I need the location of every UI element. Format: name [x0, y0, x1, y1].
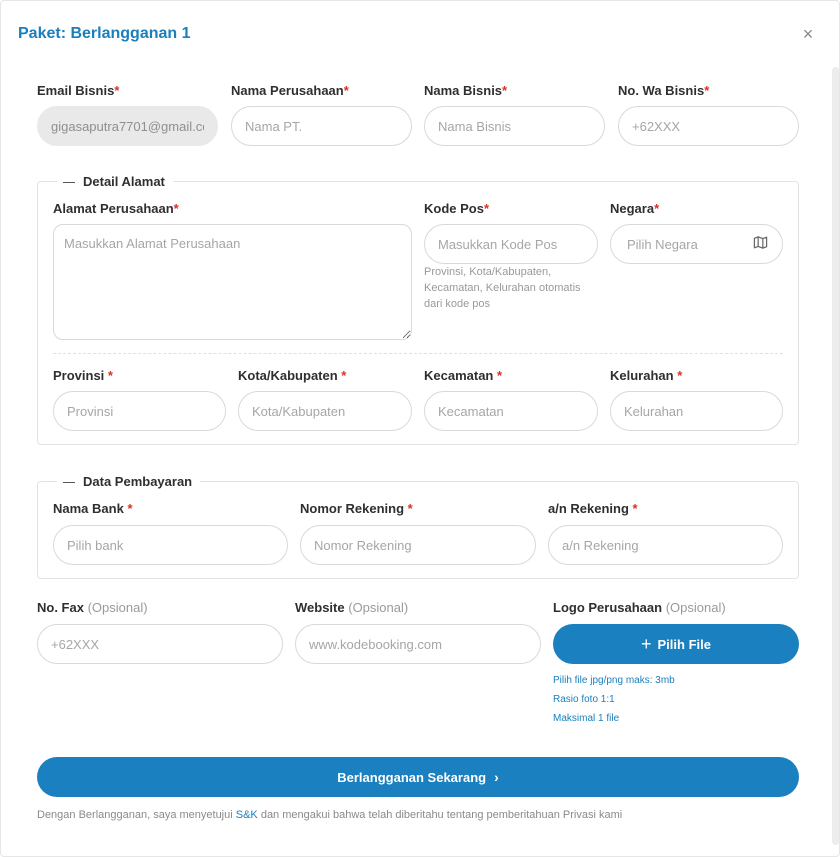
- postal-label: Kode Pos*: [424, 201, 490, 216]
- subscribe-button[interactable]: Berlangganan Sekarang ›: [37, 757, 799, 797]
- payment-legend: Data Pembayaran: [57, 474, 200, 489]
- email-field: [37, 106, 218, 146]
- address-divider: [53, 353, 783, 354]
- pick-file-button[interactable]: + Pilih File: [553, 624, 799, 664]
- fax-label: No. Fax (Opsional): [37, 600, 148, 615]
- postal-hint: Provinsi, Kota/Kabupaten, Kecamatan, Kelurahan otomatis dari kode pos: [424, 266, 581, 310]
- company-name-input[interactable]: [231, 106, 412, 146]
- terms-link[interactable]: S&K: [235, 809, 258, 821]
- district-label: Kecamatan *: [424, 368, 503, 383]
- logo-hint-size: Pilih file jpg/png maks: 3mb: [553, 675, 675, 686]
- wa-label: No. Wa Bisnis*: [618, 83, 710, 98]
- postal-input[interactable]: [424, 224, 598, 264]
- map-icon[interactable]: [753, 235, 768, 250]
- province-label: Provinsi *: [53, 368, 113, 383]
- logo-hint-ratio: Rasio foto 1:1: [553, 694, 615, 705]
- wa-input[interactable]: [618, 106, 799, 146]
- province-input[interactable]: [53, 391, 226, 431]
- district-input[interactable]: [424, 391, 598, 431]
- business-name-label: Nama Bisnis*: [424, 83, 508, 98]
- business-name-input[interactable]: [424, 106, 605, 146]
- street-label: Alamat Perusahaan*: [53, 201, 179, 216]
- account-number-label: Nomor Rekening *: [300, 501, 413, 516]
- country-label: Negara*: [610, 201, 660, 216]
- fax-input[interactable]: [37, 624, 283, 664]
- account-name-input[interactable]: [548, 525, 783, 565]
- close-icon[interactable]: ×: [802, 24, 814, 44]
- village-label: Kelurahan *: [610, 368, 683, 383]
- village-input[interactable]: [610, 391, 783, 431]
- bank-label: Nama Bank *: [53, 501, 133, 516]
- company-name-label: Nama Perusahaan*: [231, 83, 349, 98]
- website-input[interactable]: [295, 624, 541, 664]
- email-label: Email Bisnis*: [37, 83, 120, 98]
- logo-label: Logo Perusahaan (Opsional): [553, 600, 726, 615]
- city-input[interactable]: [238, 391, 412, 431]
- logo-hint-count: Maksimal 1 file: [553, 713, 620, 724]
- account-number-input[interactable]: [300, 525, 536, 565]
- account-name-label: a/n Rekening *: [548, 501, 638, 516]
- address-legend: Detail Alamat: [57, 174, 173, 189]
- city-label: Kota/Kabupaten *: [238, 368, 347, 383]
- scrollbar[interactable]: [832, 67, 839, 845]
- modal-title: Paket: Berlangganan 1: [18, 25, 191, 42]
- terms-footer: Dengan Berlangganan, saya menyetujui S&K dan mengakui bahwa telah diberitahu tentang pemberitahuan Privasi kami: [37, 809, 623, 821]
- plus-icon: +: [641, 634, 652, 654]
- chevron-right-icon: ›: [494, 769, 499, 785]
- website-label: Website (Opsional): [295, 600, 409, 615]
- bank-select[interactable]: [53, 525, 288, 565]
- street-textarea[interactable]: [53, 224, 412, 340]
